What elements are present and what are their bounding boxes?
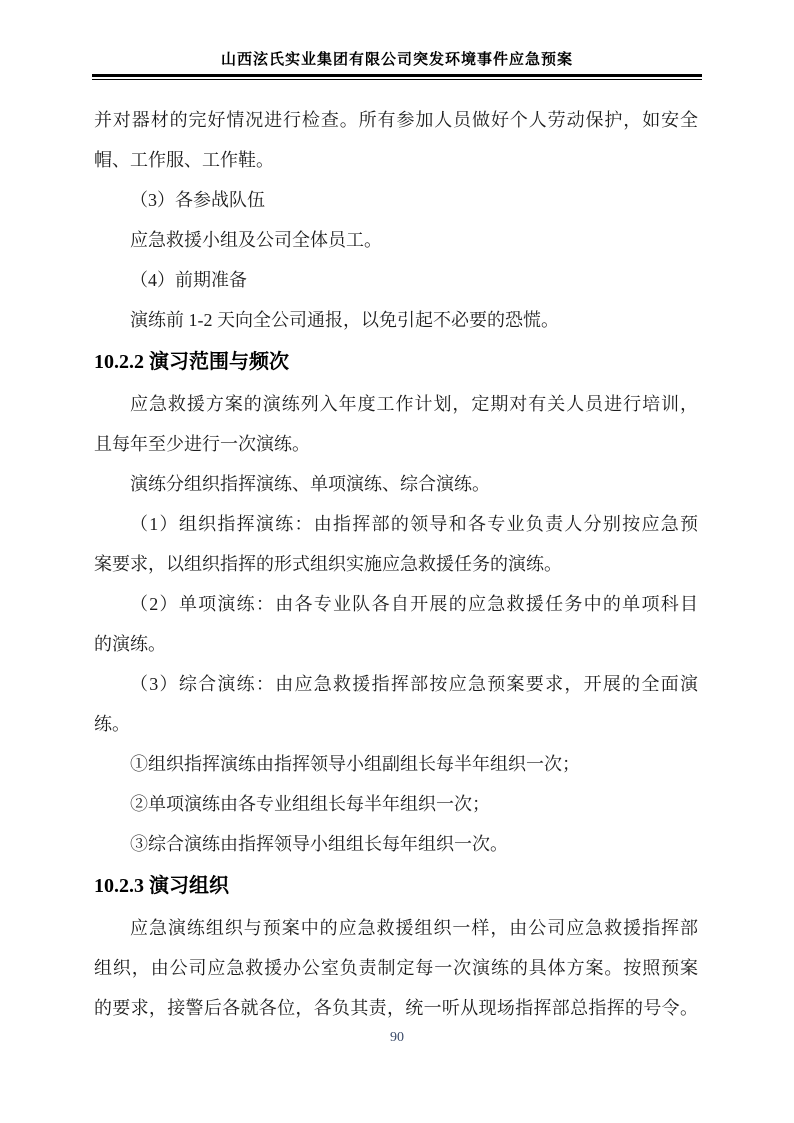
header-double-rule xyxy=(92,74,702,80)
text-line: ③综合演练由指挥领导小组组长每年组织一次。 xyxy=(130,834,508,854)
text-line: ①组织指挥演练由指挥领导小组副组长每半年组织一次； xyxy=(130,754,580,774)
text-line: 且每年至少进行一次演练。 xyxy=(94,434,310,454)
text-line: 演练前 1-2 天向全公司通报，以免引起不必要的恐慌。 xyxy=(130,310,559,330)
document-header-title: 山西泫氏实业集团有限公司突发环境事件应急预案 xyxy=(220,52,573,68)
page-footer xyxy=(0,1028,794,1046)
section-heading: 10.2.3 演习组织 xyxy=(94,875,229,897)
document-body xyxy=(94,100,698,1028)
text-line: （3）综合演练：由应急救援指挥部按应急预案要求，开展的全面演 xyxy=(130,674,698,694)
text-line: 案要求，以组织指挥的形式组织实施应急救援任务的演练。 xyxy=(94,554,562,574)
text-line: 演练分组织指挥演练、单项演练、综合演练。 xyxy=(130,474,490,494)
page-number: 90 xyxy=(390,1030,404,1045)
text-line: （4）前期准备 xyxy=(130,270,247,290)
text-line: （1）组织指挥演练：由指挥部的领导和各专业负责人分别按应急预 xyxy=(130,514,698,534)
text-line: 练。 xyxy=(94,714,130,734)
text-line: ②单项演练由各专业组组长每半年组织一次； xyxy=(130,794,490,814)
text-line: 帽、工作服、工作鞋。 xyxy=(94,150,274,170)
text-line: 应急救援小组及公司全体员工。 xyxy=(130,230,382,250)
text-line: （3）各参战队伍 xyxy=(130,190,265,210)
text-line: 应急救援方案的演练列入年度工作计划，定期对有关人员进行培训， xyxy=(130,394,698,414)
text-line: 并对器材的完好情况进行检查。所有参加人员做好个人劳动保护，如安全 xyxy=(94,110,698,130)
text-line: （2）单项演练：由各专业队各自开展的应急救援任务中的单项科目 xyxy=(130,594,698,614)
text-line: 的演练。 xyxy=(94,634,166,654)
text-line: 组织，由公司应急救援办公室负责制定每一次演练的具体方案。按照预案 xyxy=(94,958,698,978)
text-line: 的要求，接警后各就各位，各负其责，统一听从现场指挥部总指挥的号令。 xyxy=(94,998,698,1018)
section-heading: 10.2.2 演习范围与频次 xyxy=(94,351,289,373)
text-line: 应急演练组织与预案中的应急救援组织一样，由公司应急救援指挥部 xyxy=(130,918,698,938)
page-header xyxy=(0,0,794,80)
